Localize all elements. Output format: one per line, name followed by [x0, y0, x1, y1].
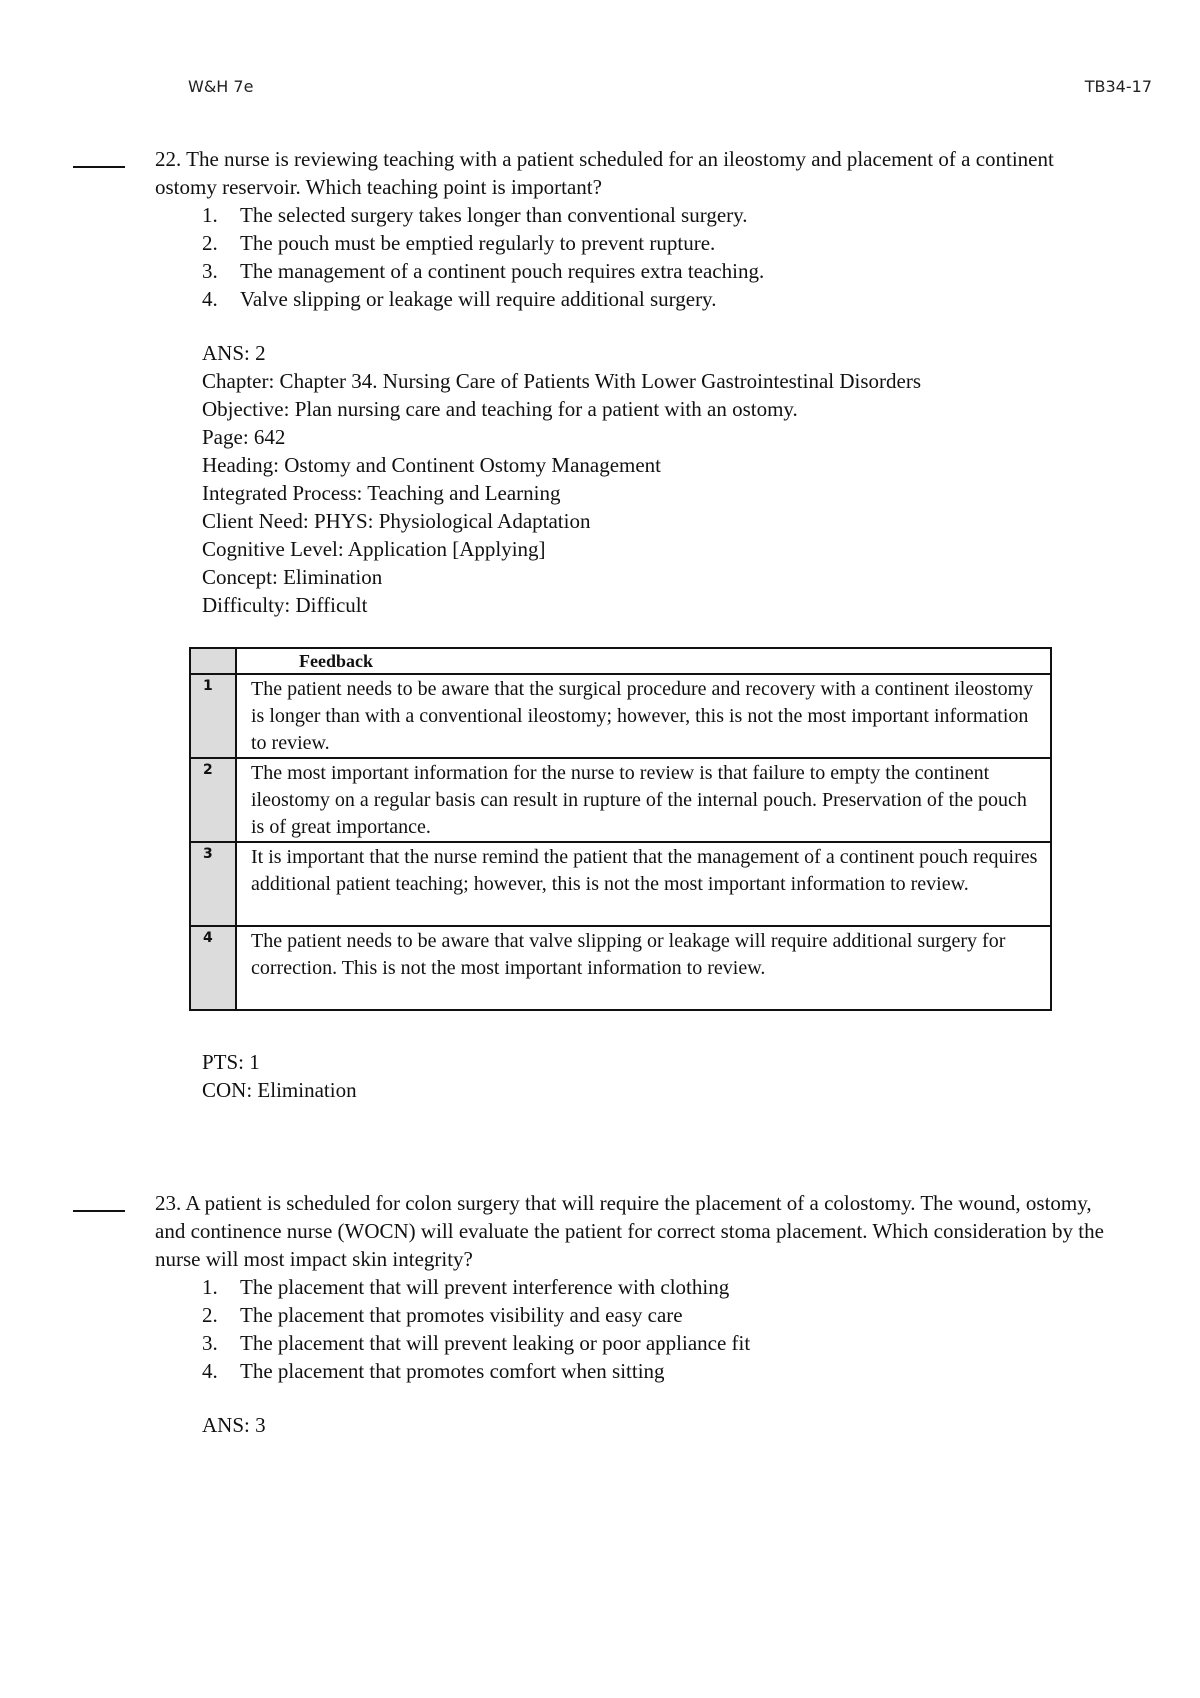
question-23-metadata	[202, 1411, 1102, 1439]
cognitive-level-line: Cognitive Level: Application [Applying]	[202, 537, 546, 561]
points-line: PTS: 1	[202, 1050, 260, 1074]
option-item: 3. The placement that will prevent leaking or poor appliance fit	[202, 1331, 751, 1355]
concept-line: Concept: Elimination	[202, 565, 383, 589]
feedback-number: 3	[190, 842, 236, 926]
feedback-text: It is important that the nurse remind the patient that the management of a continent pouch requires additional patient teaching; however, this is not the most important information to review.	[236, 842, 1051, 926]
option-item: 3. The management of a continent pouch requires extra teaching.	[202, 259, 765, 283]
client-need-line: Client Need: PHYS: Physiological Adaptation	[202, 509, 591, 533]
option-item: 2. The placement that promotes visibility and easy care	[202, 1303, 683, 1327]
difficulty-line: Difficulty: Difficult	[202, 593, 368, 617]
question-22-footer	[202, 1048, 1102, 1104]
process-line: Integrated Process: Teaching and Learning	[202, 481, 561, 505]
table-row	[190, 674, 1051, 758]
table-row	[190, 842, 1051, 926]
question-23-options	[202, 1273, 1102, 1385]
answer-line: ANS: 2	[202, 341, 266, 365]
answer-blank-23[interactable]	[73, 1210, 125, 1212]
feedback-text: The most important information for the nurse to review is that failure to empty the continent ileostomy on a regular basis can result in rupture of the internal pouch. Preservation of the pouch is of great importance.	[236, 758, 1051, 842]
question-text: A patient is scheduled for colon surgery that will require the placement of a colostomy. The wound, ostomy, and continence nurse (WOCN) will evaluate the patient for correct stoma placement. Which consideration by the nurse will most impact skin integrity?	[155, 1191, 1104, 1271]
option-item: 4. Valve slipping or leakage will require additional surgery.	[202, 287, 717, 311]
question-number: 23.	[155, 1191, 182, 1215]
option-item: 1. The placement that will prevent interference with clothing	[202, 1275, 730, 1299]
question-22-options	[202, 201, 1102, 313]
feedback-number: 4	[190, 926, 236, 1010]
question-text: The nurse is reviewing teaching with a patient scheduled for an ileostomy and placement of a continent ostomy reservoir. Which teaching point is important?	[155, 147, 1054, 199]
question-23-stem	[155, 1189, 1115, 1273]
concept-footer-line: CON: Elimination	[202, 1078, 357, 1102]
option-item: 4. The placement that promotes comfort when sitting	[202, 1359, 665, 1383]
feedback-number: 2	[190, 758, 236, 842]
feedback-table	[189, 647, 1052, 1011]
objective-line: Objective: Plan nursing care and teaching for a patient with an ostomy.	[202, 397, 798, 421]
heading-line: Heading: Ostomy and Continent Ostomy Management	[202, 453, 662, 477]
table-row	[190, 926, 1051, 1010]
answer-blank-22[interactable]	[73, 166, 125, 168]
feedback-text: The patient needs to be aware that valve slipping or leakage will require additional surgery for correction. This is not the most important information to review.	[236, 926, 1051, 1010]
feedback-number: 1	[190, 674, 236, 758]
question-number: 22.	[155, 147, 182, 171]
option-item: 2. The pouch must be emptied regularly to prevent rupture.	[202, 231, 716, 255]
table-row	[190, 758, 1051, 842]
answer-line: ANS: 3	[202, 1413, 266, 1437]
header-left: W&H 7e	[188, 77, 254, 96]
feedback-header: Feedback	[236, 648, 1051, 674]
chapter-line: Chapter: Chapter 34. Nursing Care of Patients With Lower Gastrointestinal Disorders	[202, 369, 922, 393]
option-item: 1. The selected surgery takes longer than conventional surgery.	[202, 203, 748, 227]
page-line: Page: 642	[202, 425, 286, 449]
question-22-metadata	[202, 339, 1102, 619]
header-right: TB34-17	[1084, 77, 1152, 96]
question-22-stem	[155, 145, 1115, 201]
feedback-text: The patient needs to be aware that the surgical procedure and recovery with a continent ileostomy is longer than with a conventional ileostomy; however, this is not the most important information to review.	[236, 674, 1051, 758]
feedback-corner-cell	[190, 648, 236, 674]
